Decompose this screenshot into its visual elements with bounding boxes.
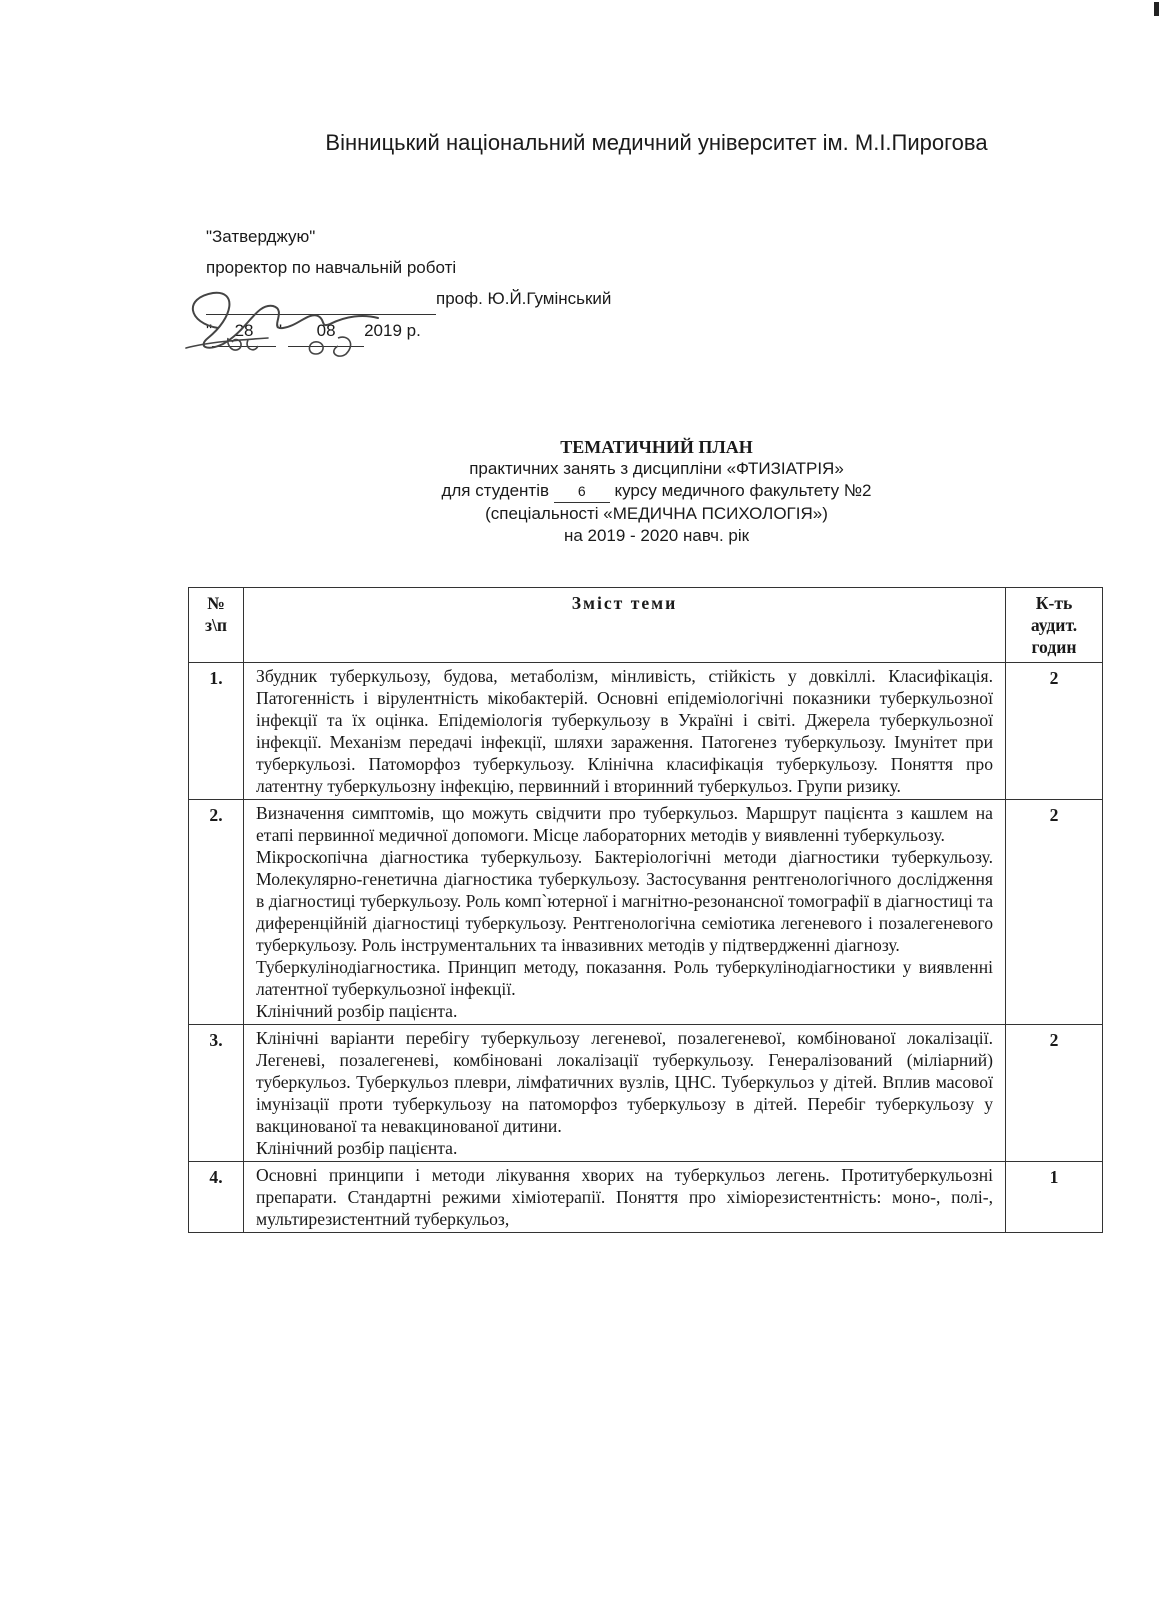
date-quote-close: " [276, 321, 283, 340]
plan-title: ТЕМАТИЧНИЙ ПЛАН [560, 437, 753, 457]
table-row [189, 1162, 1103, 1233]
table-header-row [189, 588, 1103, 663]
date-year: 2019 р. [364, 321, 421, 340]
plan-heading [0, 436, 1163, 547]
plan-subtitle-specialty: (спеціальності «МЕДИЧНА ПСИХОЛОГІЯ») [485, 504, 828, 523]
plan-subtitle-year: на 2019 - 2020 навч. рік [563, 526, 750, 545]
approver-position: проректор по навчальній роботі [206, 258, 457, 277]
topic-paragraph: Збудник туберкульозу, будова, метаболізм, мінливість, стійкість у довкіллі. Класифікація. Патогенність і вірулентність мікобактерій. Основні епідеміологічні показники туберкульозної інфекції та їх оцінка. Епідеміологія туберкульозу в Україні і світі. Джерела туберкульозної інфекції. Механізм передачі інфекції, шляхи зараження. Патогенез туберкульозу. Імунітет при туберкульозі. Патоморфоз туберкульозу. Клінічна класифікація туберкульозу. Поняття про латентну туберкульозну інфекцію, первинний і вторинний туберкульоз. Групи ризику. [256, 666, 993, 796]
course-number: 6 [554, 480, 610, 503]
header-topic: Зміст теми [244, 588, 1006, 663]
course-suffix: курсу медичного факультету №2 [614, 481, 872, 500]
approve-label: "Затверджую" [206, 227, 316, 246]
row-number: 2. [189, 800, 244, 1025]
row-hours: 1 [1006, 1162, 1103, 1233]
row-hours: 2 [1006, 663, 1103, 800]
thematic-plan-table [188, 587, 1103, 1233]
signer-name: проф. Ю.Й.Гумінський [436, 289, 612, 308]
table-row [189, 800, 1103, 1025]
course-prefix: для студентів [441, 481, 550, 500]
plan-subtitle-course [150, 480, 1163, 503]
university-name: Вінницький національний медичний університет ім. М.І.Пирогова [325, 130, 988, 155]
topic-paragraph: Мікроскопічна діагностика туберкульозу. Бактеріологічні методи діагностики туберкульозу. Молекулярно-генетична діагностика туберкульозу. Застосування рентгенологічного дослідження в діагностиці туберкульозу. Роль комп`ютерної і магнітно-резонансної томографії в діагностиці та диференційній діагностиці туберкульозу. Рентгенологічна семіотика легеневого і позалегеневого туберкульозу. Роль інструментальних та інвазивних методів у підтвердженні діагнозу. [256, 847, 993, 955]
row-hours: 2 [1006, 1025, 1103, 1162]
row-number: 1. [189, 663, 244, 800]
scan-edge-mark [1154, 2, 1159, 16]
topic-paragraph: Клінічний розбір пацієнта. [256, 1001, 458, 1021]
topic-paragraph: Визначення симптомів, що можуть свідчити про туберкульоз. Маршрут пацієнта з кашлем на етапі первинної медичної допомоги. Місце лабораторних методів у виявленні туберкульозу. [256, 803, 993, 845]
handwritten-signature [178, 268, 408, 378]
header-number: № з\п [189, 588, 244, 663]
row-topic [244, 800, 1006, 1025]
table-row [189, 663, 1103, 800]
table-row [189, 1025, 1103, 1162]
row-number: 4. [189, 1162, 244, 1233]
row-topic [244, 1025, 1006, 1162]
row-hours: 2 [1006, 800, 1103, 1025]
row-topic [244, 1162, 1006, 1233]
topic-paragraph: Клінічні варіанти перебігу туберкульозу легеневої, позалегеневої, комбінованої локалізації. Легеневі, позалегеневі, комбіновані локалізації туберкульозу. Генералізований (міліарний) туберкульоз. Туберкульоз плеври, лімфатичних вузлів, ЦНС. Туберкульоз у дітей. Вплив масової імунізації проти туберкульозу на патоморфоз туберкульозу в дітей. Перебіг туберкульозу у вакцинованої та невакцинованої дитини. [256, 1028, 993, 1136]
date-quote-open: " [206, 321, 213, 340]
topic-paragraph: Основні принципи і методи лікування хворих на туберкульоз легень. Протитуберкульозні препарати. Стандартні режими хіміотерапії. Поняття про хіміорезистентність: моно-, полі-, мультирезистентний туберкульоз, [256, 1165, 993, 1229]
date-month: 08 [288, 315, 364, 347]
topic-paragraph: Клінічний розбір пацієнта. [256, 1138, 458, 1158]
date-day: 28 [212, 315, 276, 347]
row-number: 3. [189, 1025, 244, 1162]
row-topic [244, 663, 1006, 800]
topic-paragraph: Туберкулінодіагностика. Принцип методу, показання. Роль туберкулінодіагностики у виявленні латентної туберкульозної інфекції. [256, 957, 993, 999]
plan-subtitle-discipline: практичних занять з дисципліни «ФТИЗІАТРІЯ» [469, 459, 844, 478]
header-hours: К-ть аудит. годин [1006, 588, 1103, 663]
